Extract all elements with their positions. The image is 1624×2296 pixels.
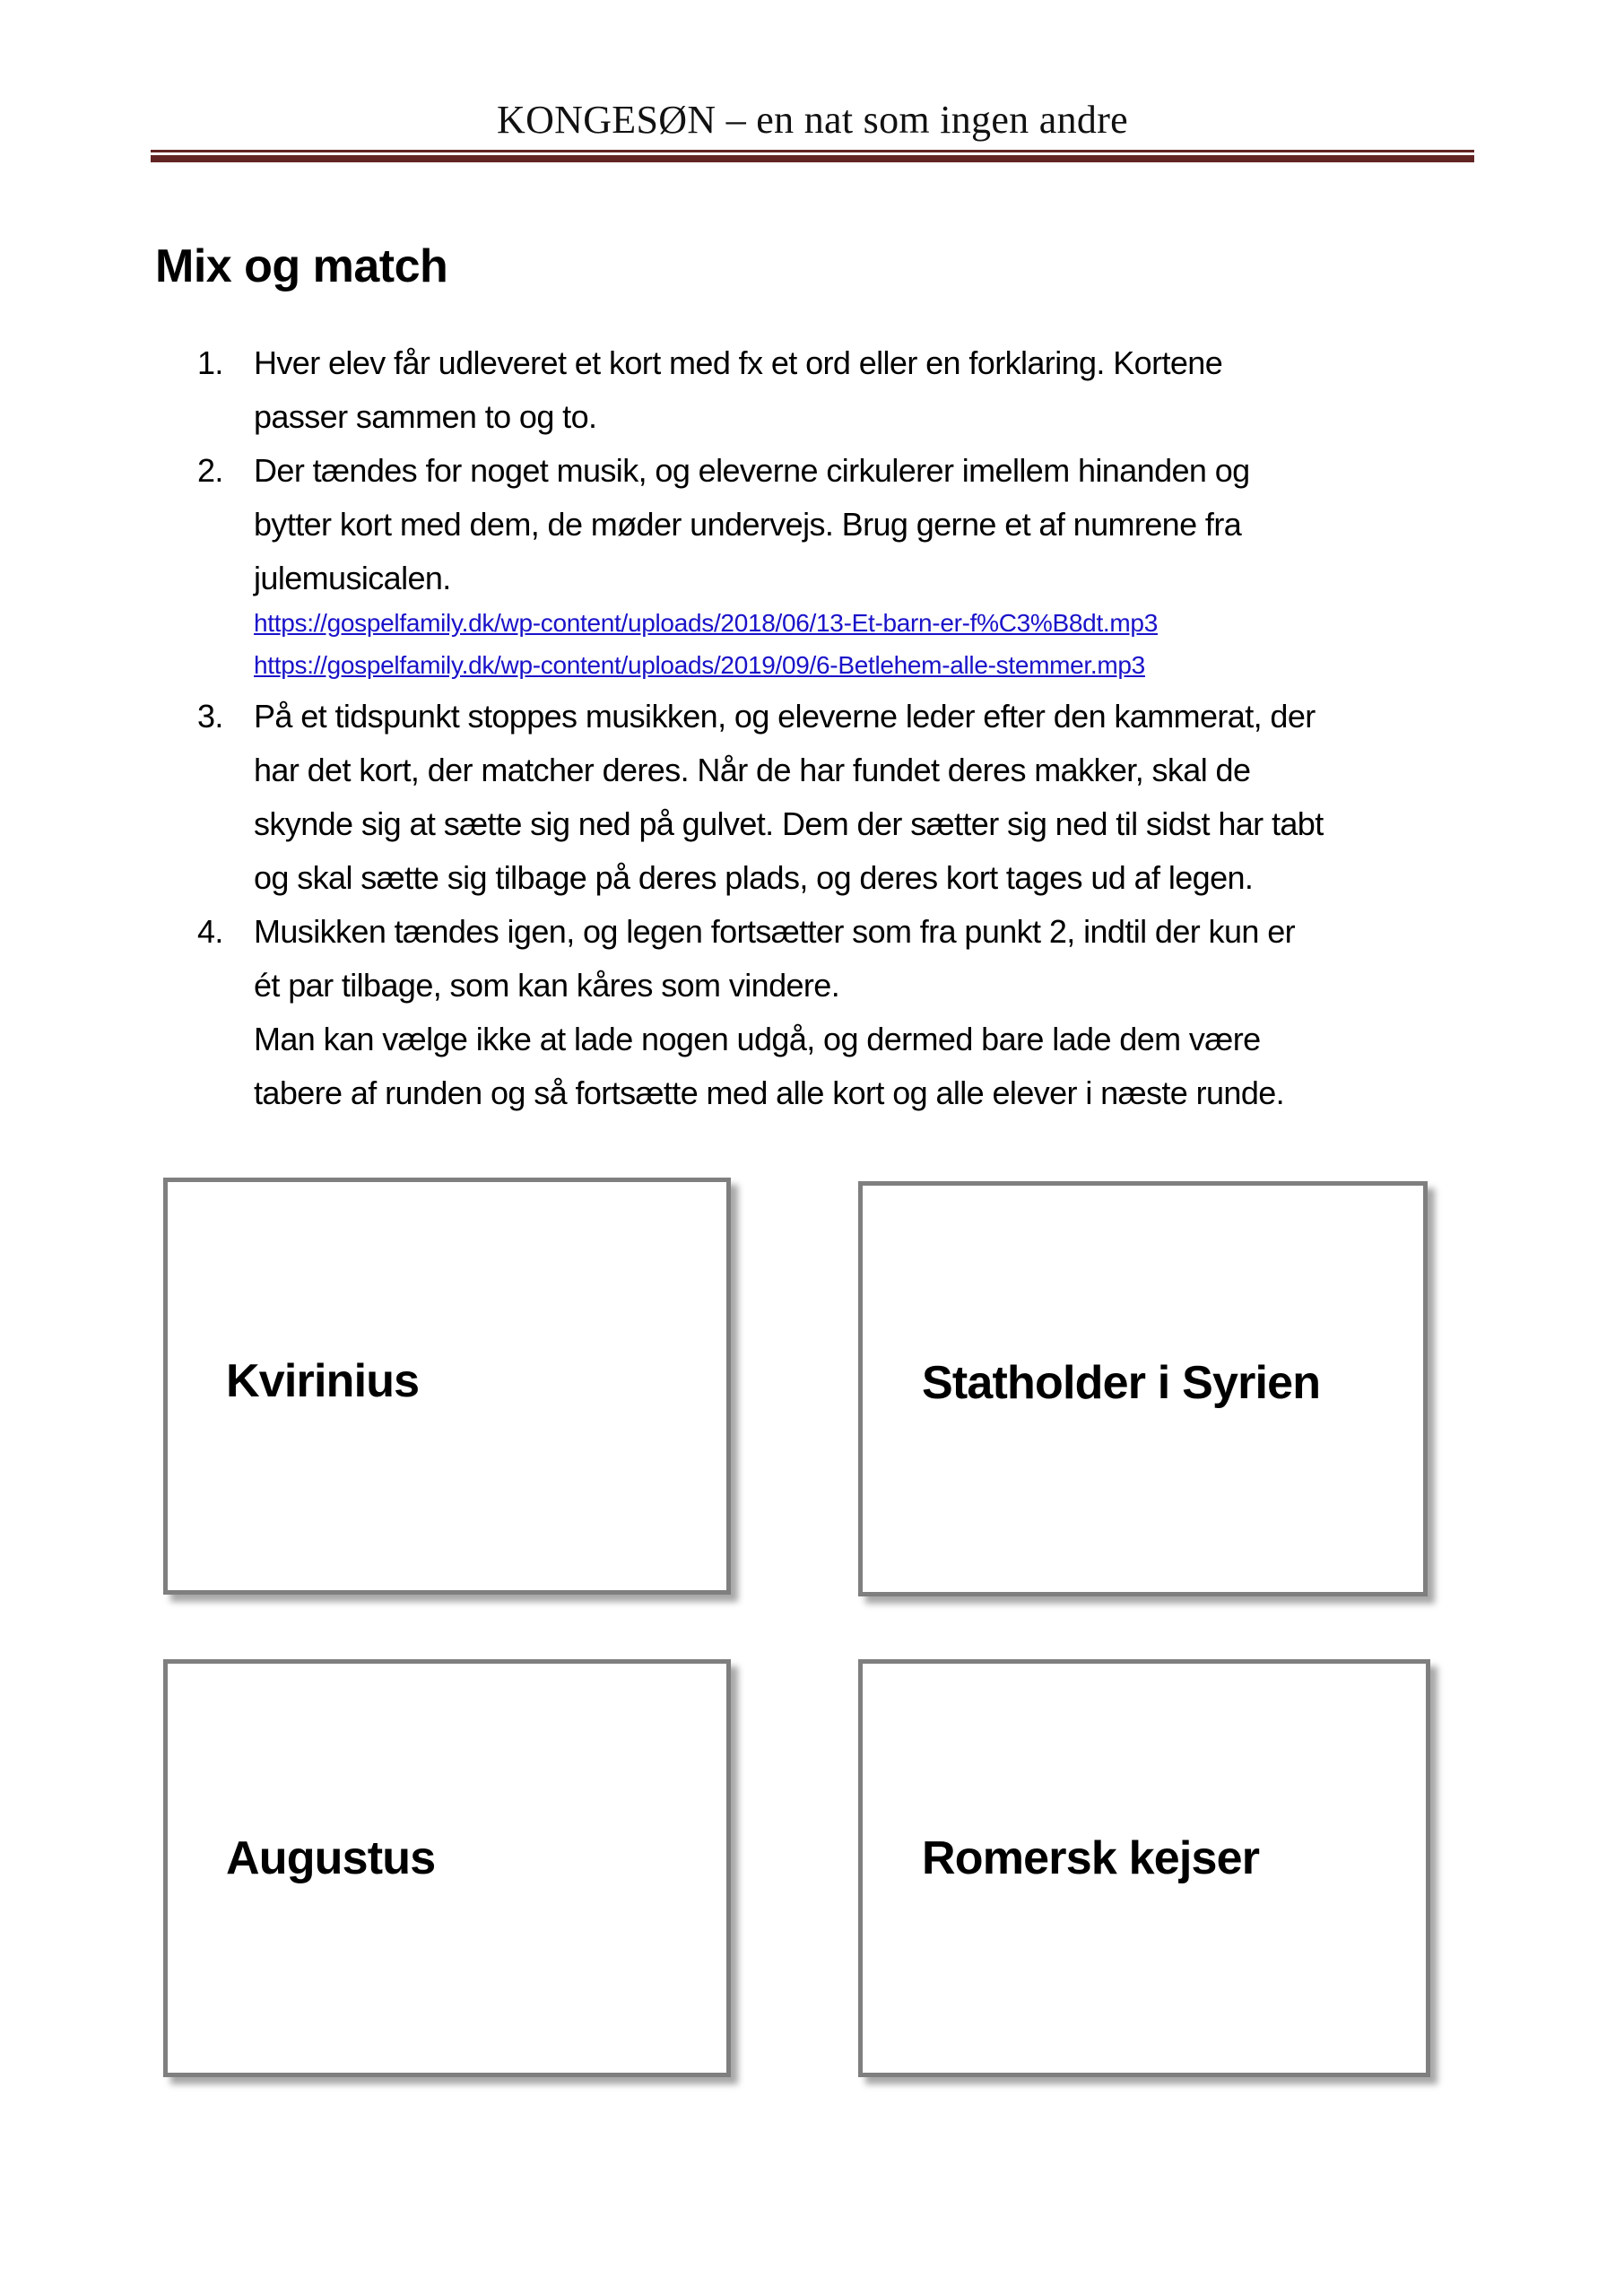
card-text: Statholder i Syrien bbox=[922, 1357, 1321, 1409]
match-card-statholder-i-syrien bbox=[858, 1181, 1428, 1596]
instruction-step-2 bbox=[197, 444, 1489, 686]
card-text: Augustus bbox=[226, 1832, 436, 1884]
instruction-step-1 bbox=[197, 336, 1489, 444]
step-text-line: skynde sig at sætte sig ned på gulvet. Dem der sætter sig ned til sidst har tabt bbox=[254, 805, 1324, 842]
step-number: 2. bbox=[197, 452, 223, 489]
match-card-kvirinius bbox=[163, 1178, 731, 1595]
step-number: 3. bbox=[197, 698, 223, 735]
step-text-line: Musikken tændes igen, og legen fortsætter som fra punkt 2, indtil der kun er bbox=[254, 913, 1296, 950]
step-text-line: passer sammen to og to. bbox=[254, 398, 597, 435]
section-title: Mix og match bbox=[155, 240, 448, 292]
header-rule-thick bbox=[151, 155, 1474, 162]
music-link-betlehem-alle-stemmer[interactable]: https://gospelfamily.dk/wp-content/uploads/2019/09/6-Betlehem-alle-stemmer.mp3 bbox=[254, 651, 1145, 679]
header-rule-thin bbox=[151, 150, 1474, 152]
match-card-augustus bbox=[163, 1659, 731, 2077]
step-text-line: bytter kort med dem, de møder undervejs. Brug gerne et af numrene fra bbox=[254, 506, 1242, 543]
card-text: Kvirinius bbox=[226, 1355, 420, 1407]
match-card-romersk-kejser bbox=[858, 1659, 1430, 2077]
card-text: Romersk kejser bbox=[922, 1832, 1260, 1884]
instruction-step-3 bbox=[197, 690, 1489, 905]
music-links bbox=[254, 602, 1489, 686]
instructions-list bbox=[197, 336, 1489, 1120]
step-text-line: Man kan vælge ikke at lade nogen udgå, og dermed bare lade dem være bbox=[254, 1021, 1261, 1057]
step-text-line: har det kort, der matcher deres. Når de har fundet deres makker, skal de bbox=[254, 752, 1251, 788]
step-text-line: julemusicalen. bbox=[254, 560, 451, 596]
step-text-line: tabere af runden og så fortsætte med alle kort og alle elever i næste runde. bbox=[254, 1074, 1285, 1111]
step-text-line: På et tidspunkt stoppes musikken, og eleverne leder efter den kammerat, der bbox=[254, 698, 1316, 735]
step-number: 1. bbox=[197, 344, 223, 381]
instruction-step-4 bbox=[197, 905, 1489, 1120]
step-text-line: ét par tilbage, som kan kåres som vindere. bbox=[254, 967, 840, 1004]
step-text-line: Hver elev får udleveret et kort med fx et ord eller en forklaring. Kortene bbox=[254, 344, 1223, 381]
step-number: 4. bbox=[197, 913, 223, 950]
step-text-line: Der tændes for noget musik, og eleverne cirkulerer imellem hinanden og bbox=[254, 452, 1250, 489]
music-link-et-barn-er-fodt[interactable]: https://gospelfamily.dk/wp-content/uploads/2018/06/13-Et-barn-er-f%C3%B8dt.mp3 bbox=[254, 609, 1158, 637]
step-text-line: og skal sætte sig tilbage på deres plads, og deres kort tages ud af legen. bbox=[254, 859, 1254, 896]
page-header-title: KONGESØN – en nat som ingen andre bbox=[497, 98, 1128, 142]
